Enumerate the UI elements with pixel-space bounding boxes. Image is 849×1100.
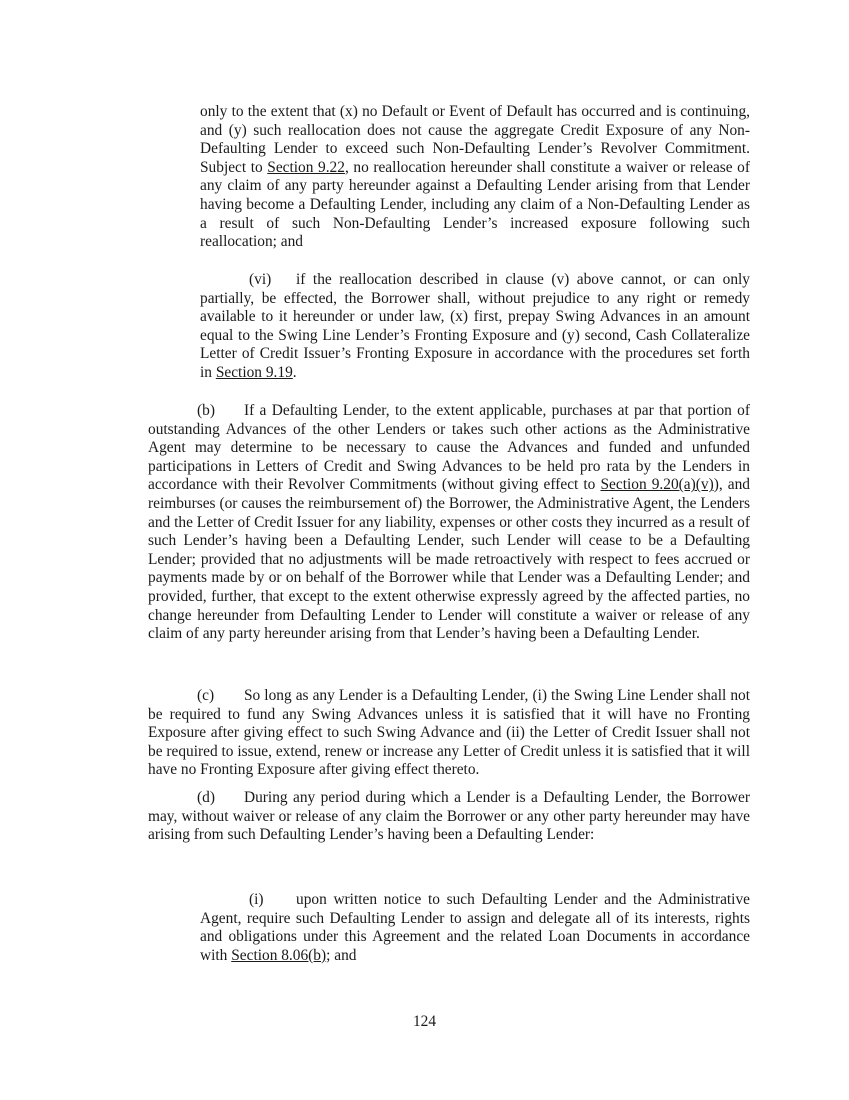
clause-label: (i) <box>249 891 264 908</box>
paragraph-text: During any period during which a Lender is a Defaulting Lender, the Borrower may, without waiver or release of any claim the Borrower or any other party hereunder may have arising from such Defaulting Lender’s having been a Defaulting Lender: <box>148 789 750 844</box>
paragraph-clause-b <box>148 402 750 644</box>
paragraph-text: ; and <box>326 946 357 964</box>
clause-label: (b) <box>197 402 215 419</box>
paragraph-text: , no reallocation hereunder shall constitute a waiver or release of any claim of any party hereunder against a Defaulting Lender arising from that Lender having become a Defaulting Lender, including any claim of a Non-Defaulting Lender as a result of such Non-Defaulting Lender’s increased exposure following such reallocation; and <box>200 158 750 251</box>
paragraph-clause-d <box>148 789 750 845</box>
page-number: 124 <box>412 1013 437 1030</box>
clause-label: (vi) <box>249 271 272 288</box>
paragraph-text: if the reallocation described in clause (v) above cannot, or can only partially, be effected, the Borrower shall, without prejudice to any right or remedy available to it hereunder or under law, (x) first, prepay Swing Advances in an amount equal to the Swing Line Lender’s Fronting Exposure and (y) second, Cash Collateralize Letter of Credit Issuer’s Fronting Exposure in accordance with the procedures set forth in <box>200 271 750 381</box>
section-9-22-reference[interactable]: Section 9.22 <box>267 158 345 176</box>
clause-label: (c) <box>197 687 215 704</box>
paragraph-text: So long as any Lender is a Defaulting Lender, (i) the Swing Line Lender shall not be required to fund any Swing Advances unless it is satisfied that it will have no Fronting Exposure after giving effect to such Swing Advance and (ii) the Letter of Credit Issuer shall not be required to issue, extend, renew or increase any Letter of Credit unless it is satisfied that it will have no Fronting Exposure after giving effect thereto. <box>148 687 750 779</box>
paragraph-text: . <box>292 363 297 381</box>
paragraph-text: If a Defaulting Lender, to the extent applicable, purchases at par that portion of outstanding Advances of the other Lenders or takes such other actions as the Administrative Agent may determine to be necessary to cause the Advances and funded and unfunded participations in Letters of Credit and Swing Advances to be held pro rata by the Lenders in accordance with their Revolver Commitments (without giving effect to <box>148 402 750 494</box>
section-8-06-reference[interactable]: Section 8.06(b) <box>231 946 327 964</box>
paragraph-text: ), and reimburses (or causes the reimbursement of) the Borrower, the Administrative Agent, the Lenders and the Letter of Credit Issuer for any liability, expenses or other costs they incurred as a result of such Lender’s having been a Defaulting Lender, such Lender will cease to be a Defaulting Lender; provided that no adjustments will be made retroactively with respect to fees accrued or payments made by or on behalf of the Borrower while that Lender was a Defaulting Lender; and provided, further, that except to the extent otherwise expressly agreed by the affected parties, no change hereunder from Defaulting Lender to Lender will constitute a waiver or release of any claim of any party hereunder arising from that Lender’s having been a Defaulting Lender. <box>148 476 750 643</box>
paragraph-text: only to the extent that (x) no Default or Event of Default has occurred and is continuing, and (y) such reallocation does not cause the aggregate Credit Exposure of any Non-Defaulting Lender to exceed such Non-Defaulting Lender’s Revolver Commitment. Subject to <box>200 103 750 176</box>
clause-label: (d) <box>197 789 215 806</box>
paragraph-clause-c <box>148 687 750 780</box>
paragraph-clause-i <box>200 891 750 965</box>
paragraph-text: upon written notice to such Defaulting Lender and the Administrative Agent, require such Defaulting Lender to assign and delegate all of its interests, rights and obligations under this Agreement and the related Loan Documents in accordance with <box>200 891 750 964</box>
section-9-19-reference[interactable]: Section 9.19 <box>215 363 293 381</box>
section-9-20-reference[interactable]: Section 9.20(a)(v) <box>600 476 714 494</box>
paragraph-clause-vi <box>200 271 750 383</box>
paragraph-continuation <box>200 103 750 252</box>
